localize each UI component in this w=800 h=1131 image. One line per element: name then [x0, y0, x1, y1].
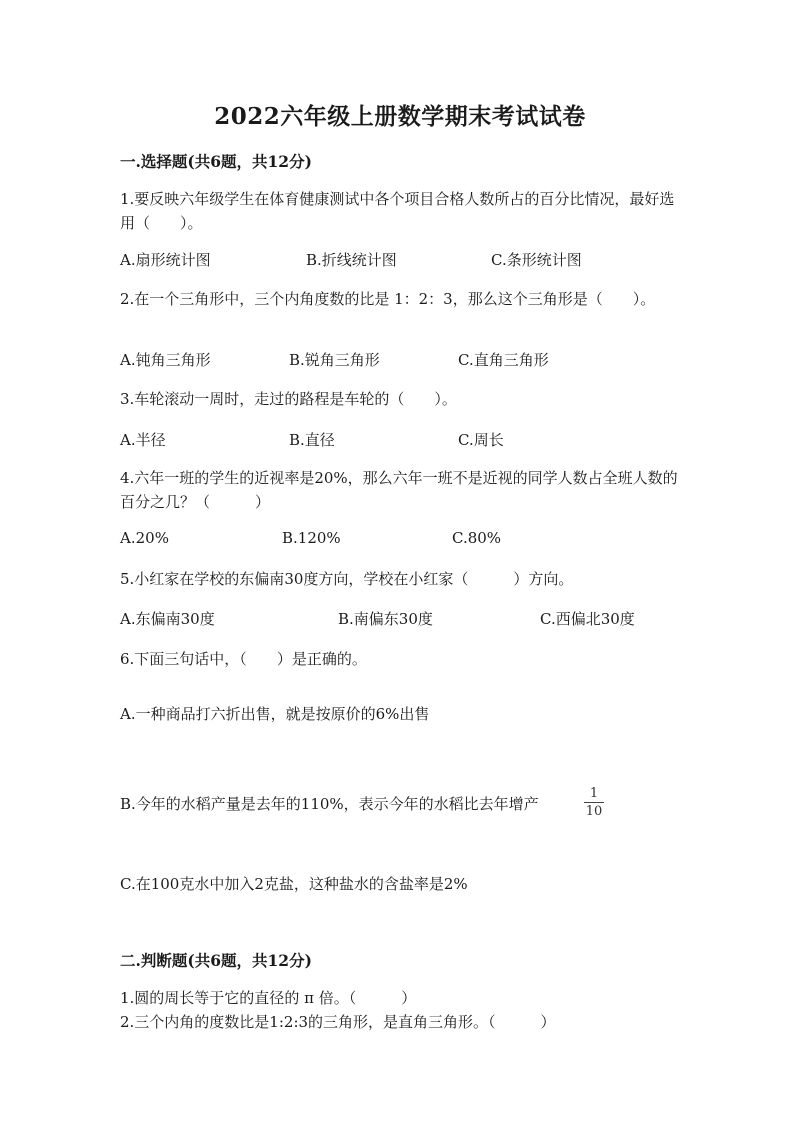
- fraction-numerator: 1: [589, 786, 599, 801]
- exam-title: 2022六年级上册数学期末考试试卷: [214, 103, 586, 130]
- question-4: 4.六年一班的学生的近视率是20%，那么六年一班不是近视的同学人数占全班人数的百分之几？（ ）: [120, 469, 678, 511]
- question-1: 1.要反映六年级学生在体育健康测试中各个项目合格人数所占的百分比情况，最好选用（ ）。: [120, 190, 675, 232]
- q5-option-a: A.东偏南30度: [120, 610, 215, 628]
- question-5: 5.小红家在学校的东偏南30度方向，学校在小红家（ ）方向。: [120, 570, 574, 588]
- q1-option-b: B.折线统计图: [306, 251, 397, 269]
- section-heading-multiple-choice: 一.选择题(共6题，共12分): [120, 152, 312, 171]
- q2-option-b: B.锐角三角形: [289, 351, 380, 369]
- q6-option-b: B.今年的水稻产量是去年的110%，表示今年的水稻比去年增产: [120, 795, 539, 813]
- q6-option-a: A.一种商品打六折出售，就是按原价的6%出售: [120, 705, 430, 723]
- q4-option-a: A.20%: [120, 529, 169, 547]
- question-6: 6.下面三句话中，（ ）是正确的。: [120, 650, 367, 668]
- q4-option-c: C.80%: [452, 529, 502, 547]
- q6-option-c: C.在100克水中加入2克盐，这种盐水的含盐率是2%: [120, 875, 468, 893]
- q1-option-a: A.扇形统计图: [120, 251, 211, 269]
- tf-question-2: 2.三个内角的度数比是1:2:3的三角形，是直角三角形。（ ）: [120, 1013, 556, 1031]
- tf-question-1: 1.圆的周长等于它的直径的 π 倍。（ ）: [120, 989, 417, 1007]
- q2-option-c: C.直角三角形: [458, 351, 549, 369]
- q3-option-b: B.直径: [289, 431, 335, 449]
- question-3: 3.车轮滚动一周时，走过的路程是车轮的（ ）。: [120, 390, 457, 408]
- q5-option-b: B.南偏东30度: [338, 610, 433, 628]
- fraction-denominator: 10: [585, 804, 603, 819]
- q5-option-c: C.西偏北30度: [540, 610, 635, 628]
- fraction-one-tenth: [582, 786, 606, 819]
- question-2: 2.在一个三角形中，三个内角度数的比是 1：2：3，那么这个三角形是（ ）。: [120, 290, 656, 308]
- q3-option-c: C.周长: [458, 431, 504, 449]
- q3-option-a: A.半径: [120, 431, 166, 449]
- section-heading-true-false: 二.判断题(共6题，共12分): [120, 951, 312, 970]
- fraction-bar: [584, 802, 604, 803]
- q2-option-a: A.钝角三角形: [120, 351, 211, 369]
- q1-option-c: C.条形统计图: [491, 251, 582, 269]
- q4-option-b: B.120%: [282, 529, 341, 547]
